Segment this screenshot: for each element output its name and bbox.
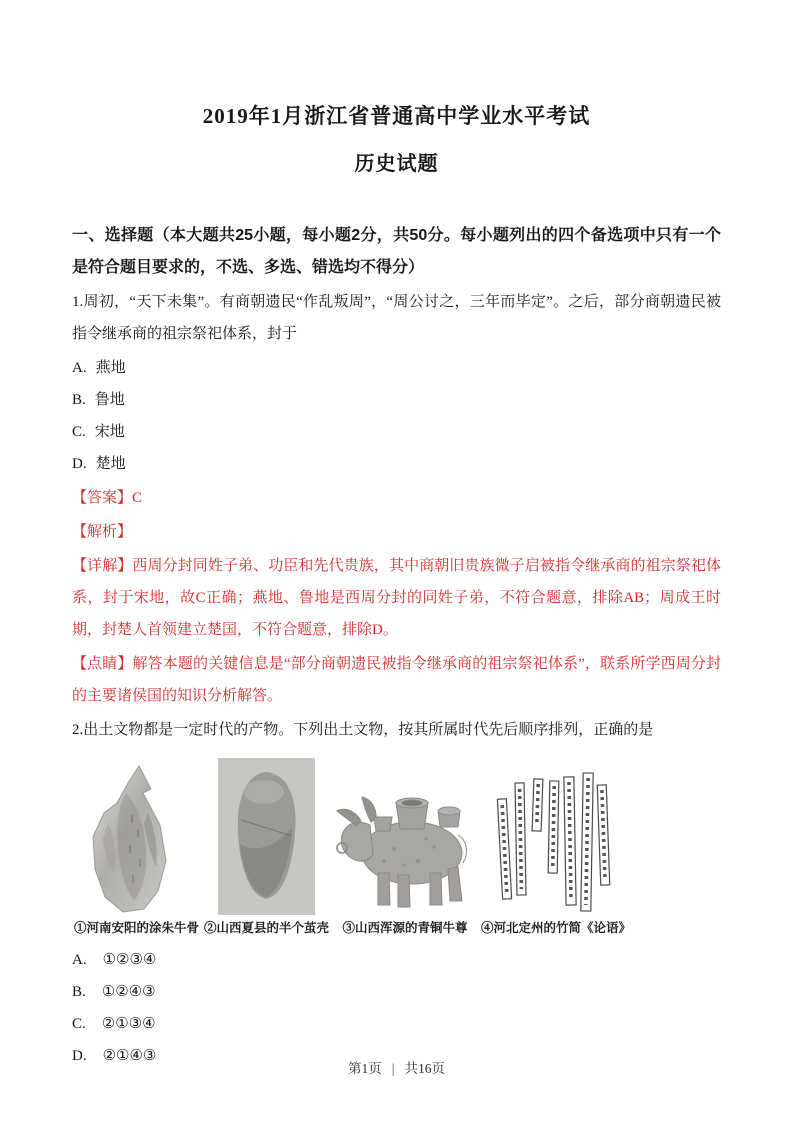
- page-content: [72, 0, 721, 1072]
- bronze-ox-zun-image: [334, 765, 476, 915]
- figure-caption: ④河北定州的竹简《论语》: [481, 921, 632, 935]
- option-text: 宋地: [94, 424, 125, 440]
- footer-total-pages: 共16页: [404, 1061, 445, 1076]
- question-2-stem-text: 出土文物都是一定时代的产物。下列出土文物，按其所属时代先后顺序排列，正确的是: [83, 722, 654, 738]
- detail-label: 【详解】: [72, 558, 133, 574]
- option-row-2c: [72, 1008, 721, 1040]
- option-label: A.: [72, 360, 87, 376]
- footer-separator: |: [391, 1061, 395, 1076]
- document-title: 2019年1月浙江省普通高中学业水平考试: [202, 104, 591, 128]
- option-row-1c: [72, 416, 721, 448]
- tip-text: 解答本题的关键信息是“部分商朝遗民被指令继承商的祖宗祭祀体系”，联系所学西周分封的主要诸侯国的知识分析解答。: [72, 656, 721, 704]
- option-text: 楚地: [95, 456, 126, 472]
- figure-silkworm-cocoon: [204, 758, 329, 936]
- document-subtitle: 历史试题: [354, 153, 439, 175]
- analysis-line: [72, 516, 721, 548]
- option-row-1d: [72, 448, 721, 480]
- figure-caption: ①河南安阳的涂朱牛骨: [74, 921, 200, 935]
- option-row-1b: [72, 384, 721, 416]
- page-footer: [0, 1057, 793, 1077]
- option-label: C.: [72, 424, 86, 440]
- detail-paragraph: [72, 550, 721, 646]
- question-1-number: 1.: [72, 294, 84, 310]
- option-label: B.: [72, 984, 86, 1000]
- question-2-number: 2.: [72, 722, 84, 738]
- question-1-stem-text: 周初，“天下未集”。有商朝遗民“作乱叛周”，“周公讨之，三年而毕定”。之后，部分商朝遗民被指令继承商的祖宗祭祀体系，封于: [72, 294, 721, 342]
- option-label: D.: [72, 456, 87, 472]
- figure-bamboo-slips: [481, 769, 631, 936]
- analysis-label: 【解析】: [72, 524, 133, 540]
- option-label: D.: [72, 1048, 87, 1064]
- option-text: ①②③④: [102, 952, 157, 968]
- section-heading: 一、选择题（本大题共25小题，每小题2分，共50分。每小题列出的四个备选项中只有一个是符合题目要求的，不选、多选、错选均不得分）: [72, 227, 721, 276]
- tip-label: 【点睛】: [72, 656, 133, 672]
- figure-oracle-bone: [74, 763, 199, 936]
- question-2-stem: [72, 714, 721, 746]
- footer-page-number: 第1页: [348, 1061, 382, 1076]
- question-2-figures: [74, 758, 721, 936]
- option-text: ②①③④: [101, 1016, 156, 1032]
- answer-value: C: [132, 490, 143, 506]
- option-label: A.: [72, 952, 87, 968]
- oracle-bone-image: [86, 763, 188, 915]
- tip-paragraph: [72, 648, 721, 712]
- option-text: 鲁地: [94, 392, 125, 408]
- option-text: 燕地: [95, 360, 126, 376]
- silkworm-cocoon-image: [218, 758, 315, 915]
- option-text: ②①④③: [102, 1048, 157, 1064]
- answer-label: 【答案】: [72, 490, 133, 506]
- figure-caption: ②山西夏县的半个茧壳: [204, 921, 330, 935]
- detail-text: 西周分封同姓子弟、功臣和先代贵族，其中商朝旧贵族微子启被指令继承商的祖宗祭祀体系，封于宋地，故C正确；燕地、鲁地是西周分封的同姓子弟，不符合题意，排除AB；周成王时期，封楚人首领建立楚国，不符合题意，排除D。: [72, 558, 721, 638]
- option-row-2b: [72, 976, 721, 1008]
- option-label: C.: [72, 1016, 86, 1032]
- option-label: B.: [72, 392, 86, 408]
- option-row-2a: [72, 944, 721, 976]
- answer-line: [72, 482, 721, 514]
- question-2-options: [72, 944, 721, 1072]
- question-1-stem: [72, 286, 721, 350]
- option-text: ①②④③: [101, 984, 156, 1000]
- question-1-options: [72, 352, 721, 480]
- bamboo-slips-image: [495, 769, 617, 915]
- figure-caption: ③山西浑源的青铜牛尊: [342, 921, 468, 935]
- option-row-1a: [72, 352, 721, 384]
- figure-bronze-ox-zun: [334, 765, 476, 936]
